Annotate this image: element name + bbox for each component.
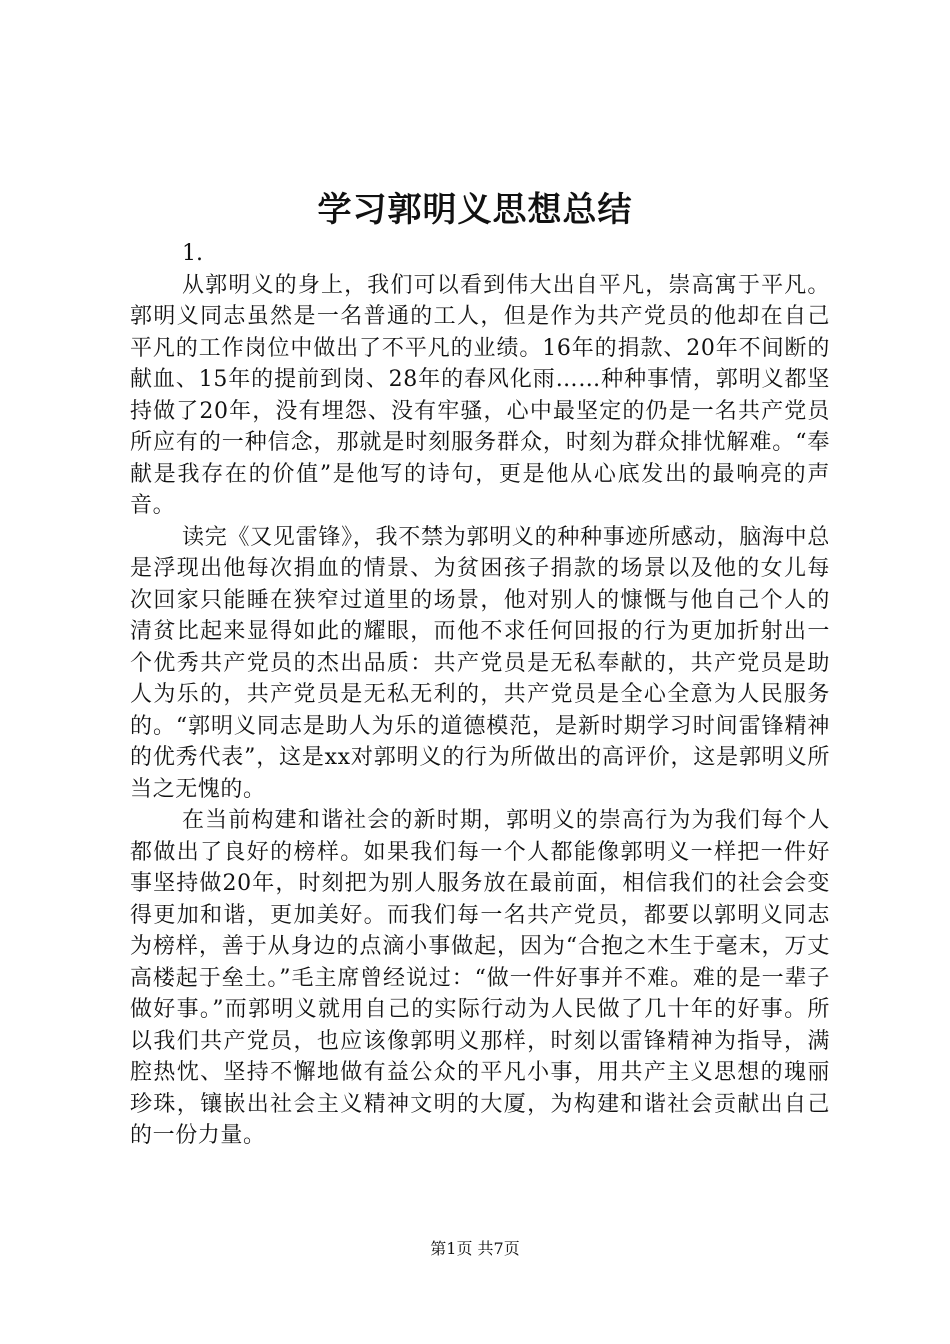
document-body — [130, 238, 830, 1152]
section-number: 1. — [182, 241, 203, 266]
paragraph-2: 读完《又见雷锋》，我不禁为郭明义的种种事迹所感动，脑海中总是浮现出他每次捐血的情景、为贫困孩子捐款的场景以及他的女儿每次回家只能睡在狭窄过道里的场景，他对别人的慷慨与他自己个人的清贫比起来显得如此的耀眼，而他不求任何回报的行为更加折射出一个优秀共产党员的杰出品质：共产党员是无私奉献的，共产党员是助人为乐的，共产党员是无私无利的，共产党员是全心全意为人民服务的。“郭明义同志是助人为乐的道德模范，是新时期学习时间雷锋精神的优秀代表”，这是xx对郭明义的行为所做出的高评价，这是郭明义所当之无愧的。 — [130, 524, 830, 802]
page-number-footer: 第1页 共7页 — [430, 1239, 520, 1258]
paragraph-1: 从郭明义的身上，我们可以看到伟大出自平凡，崇高寓于平凡。郭明义同志虽然是一名普通的工人，但是作为共产党员的他却在自己平凡的工作岗位中做出了不平凡的业绩。16年的捐款、20年不间断的献血、15年的提前到岗、28年的春风化雨……种种事情，郭明义都坚持做了20年，没有埋怨、没有牢骚，心中最坚定的仍是一名共产党员所应有的一种信念，那就是时刻服务群众，时刻为群众排忧解难。“奉献是我存在的价值”是他写的诗句，更是他从心底发出的最响亮的声音。 — [130, 272, 830, 518]
page-title: 学习郭明义思想总结 — [317, 190, 633, 230]
paragraph-3: 在当前构建和谐社会的新时期，郭明义的崇高行为为我们每个人都做出了良好的榜样。如果我们每一个人都能像郭明义一样把一件好事坚持做20年，时刻把为别人服务放在最前面，相信我们的社会会变得更加和谐，更加美好。而我们每一名共产党员，都要以郭明义同志为榜样，善于从身边的点滴小事做起，因为“合抱之木生于毫末，万丈高楼起于垒土。”毛主席曾经说过：“做一件好事并不难。难的是一辈子做好事。”而郭明义就用自己的实际行动为人民做了几十年的好事。所以我们共产党员，也应该像郭明义那样，时刻以雷锋精神为指导，满腔热忱、坚持不懈地做有益公众的平凡小事，用共产主义思想的瑰丽珍珠，镶嵌出社会主义精神文明的大厦，为构建和谐社会贡献出自己的一份力量。 — [130, 808, 830, 1148]
